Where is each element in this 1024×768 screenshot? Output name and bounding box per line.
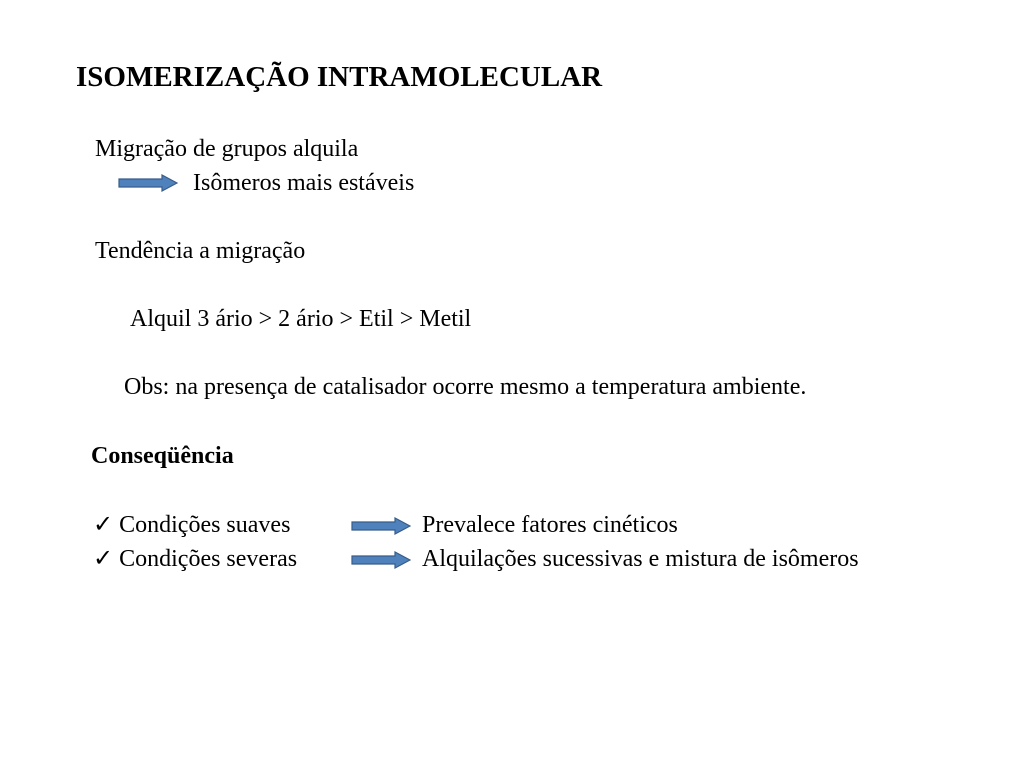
consequence-condition: Condições severas <box>119 546 298 572</box>
checkmark-icon: ✓ <box>93 512 114 538</box>
consequence-item <box>93 545 297 573</box>
checkmark-icon: ✓ <box>93 546 114 572</box>
observation-text: Obs: na presença de catalisador ocorre mesmo a temperatura ambiente. <box>124 374 807 400</box>
consequence-result: Alquilações sucessivas e mistura de isômeros <box>422 546 859 572</box>
tendency-order: Alquil 3 ário > 2 ário > Etil > Metil <box>130 306 472 332</box>
consequence-result: Prevalece fatores cinéticos <box>422 512 678 538</box>
slide-title: ISOMERIZAÇÃO INTRAMOLECULAR <box>76 61 603 93</box>
right-arrow-icon <box>351 551 411 569</box>
right-arrow-icon <box>118 174 178 192</box>
tendency-label: Tendência a migração <box>95 238 306 264</box>
consequence-condition: Condições suaves <box>119 512 291 538</box>
right-arrow-icon <box>351 517 411 535</box>
consequence-item <box>93 511 290 539</box>
migration-result: Isômeros mais estáveis <box>193 170 415 196</box>
consequence-heading: Conseqüência <box>91 443 234 469</box>
migration-line: Migração de grupos alquila <box>95 136 359 162</box>
